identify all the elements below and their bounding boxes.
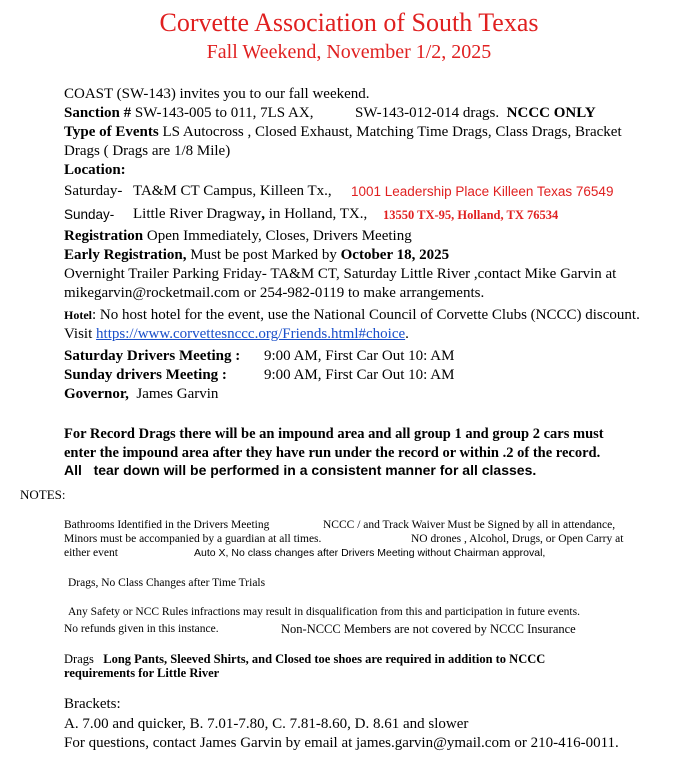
sanction-text-1: SW-143-005 to 011, 7LS AX, <box>131 105 314 121</box>
note-insurance: Non-NCCC Members are not covered by NCCC Insurance <box>281 622 576 636</box>
early-registration-line <box>64 246 449 265</box>
note-drags: Drags, No Class Changes after Time Trials <box>68 577 266 589</box>
note-no-drones: NO drones , Alcohol, Drugs, or Open Carry at <box>411 533 624 545</box>
hotel-visit-line: Visit https://www.corvettesnccc.org/Friends.html#choice. <box>64 326 409 342</box>
notes-label: NOTES: <box>20 487 66 502</box>
saturday-address: 1001 Leadership Place Killeen Texas 76549 <box>351 184 614 199</box>
early-registration-date: October 18, 2025 <box>340 247 450 263</box>
saturday-day: Saturday- <box>64 183 123 199</box>
hotel-visit-text: Visit <box>64 326 97 342</box>
governor-name: James Garvin <box>136 386 219 402</box>
note-attire-line <box>64 652 545 667</box>
sunday-meeting-time: 9:00 AM, First Car Out 10: AM <box>264 367 455 383</box>
hotel-text: : No host hotel for the event, use the National Council of Corvette Clubs (NCCC) discount. <box>92 307 640 323</box>
sanction-line-drags <box>355 104 596 123</box>
events-line <box>64 123 622 142</box>
registration-label: Registration <box>64 228 144 244</box>
sunday-day: Sunday- <box>64 207 115 222</box>
events-line-2: Drags ( Drags are 1/8 Mile) <box>64 143 231 159</box>
sunday-meeting-label: Sunday drivers Meeting : <box>64 367 227 383</box>
trailer-line-1: Overnight Trailer Parking Friday- TA&M CT, Saturday Little River ,contact Mike Garvin at <box>64 266 617 282</box>
brackets-label: Brackets: <box>64 696 121 712</box>
contact-line: For questions, contact James Garvin by email at james.garvin@ymail.com or 210-416-0011. <box>64 735 619 751</box>
note-attire-line-2: requirements for Little River <box>64 666 220 680</box>
note-attire-drags: Drags <box>64 652 94 666</box>
saturday-meeting-label: Saturday Drivers Meeting : <box>64 348 241 364</box>
sanction-text-2: SW-143-012-014 drags. <box>355 105 500 121</box>
sunday-place-2: in Holland, TX., <box>265 206 368 222</box>
note-either-event: either event <box>64 547 118 559</box>
intro-line: COAST (SW-143) invites you to our fall weekend. <box>64 86 370 102</box>
sanction-nccc-only: NCCC ONLY <box>506 105 596 121</box>
note-bathrooms: Bathrooms Identified in the Drivers Meeting <box>64 519 270 531</box>
events-text: LS Autocross , Closed Exhaust, Matching Time Drags, Class Drags, Bracket <box>158 124 622 140</box>
brackets-list: A. 7.00 and quicker, B. 7.01-7.80, C. 7.81-8.60, D. 8.61 and slower <box>64 716 469 732</box>
location-label: Location: <box>64 162 126 178</box>
note-refunds: No refunds given in this instance. <box>64 623 219 635</box>
hotel-line <box>64 306 640 325</box>
early-registration-label: Early Registration, <box>64 247 187 263</box>
record-line-3 <box>64 461 536 480</box>
record-line-1: For Record Drags there will be an impound area and all group 1 and group 2 cars must <box>64 426 604 442</box>
record-line-2: enter the impound area after they have run under the record or within .2 of the record. <box>64 445 601 461</box>
hotel-label: Hotel <box>64 308 92 322</box>
page-subtitle: Fall Weekend, November 1/2, 2025 <box>206 41 492 63</box>
registration-line <box>64 227 412 246</box>
governor-label: Governor, <box>64 386 129 402</box>
record-line-3-all: All <box>64 462 82 478</box>
trailer-line-2: mikegarvin@rocketmail.com or 254-982-0119 to make arrangements. <box>64 285 485 301</box>
early-registration-text: Must be post Marked by <box>186 247 341 263</box>
registration-text: Open Immediately, Closes, Drivers Meeting <box>143 228 412 244</box>
record-line-3-text: tear down will be performed in a consistent manner for all classes. <box>93 462 537 478</box>
note-autox: Auto X, No class changes after Drivers Meeting without Chairman approval, <box>194 547 546 559</box>
note-minors: Minors must be accompanied by a guardian at all times. <box>64 533 322 545</box>
sanction-label: Sanction # <box>64 105 132 121</box>
note-waiver: NCCC / and Track Waiver Must be Signed by all in attendance, <box>323 519 616 531</box>
note-safety: Any Safety or NCC Rules infractions may result in disqualification from this and participation in future events. <box>68 606 580 618</box>
governor-line <box>64 385 218 404</box>
sanction-line <box>64 104 313 123</box>
sunday-place: Little River Dragway <box>133 206 262 222</box>
page-title: Corvette Association of South Texas <box>159 8 539 37</box>
sunday-address: 13550 TX-95, Holland, TX 76534 <box>383 208 559 222</box>
saturday-meeting-time: 9:00 AM, First Car Out 10: AM <box>264 348 455 364</box>
saturday-place: TA&M CT Campus, Killeen Tx., <box>133 183 332 199</box>
events-label: Type of Events <box>64 124 159 140</box>
sunday-place-line: Little River Dragway, in Holland, TX., <box>133 206 368 222</box>
nccc-friends-link[interactable]: https://www.corvettesnccc.org/Friends.html#choice <box>96 326 406 342</box>
note-attire-text: Long Pants, Sleeved Shirts, and Closed toe shoes are required in addition to NCCC <box>103 652 546 666</box>
